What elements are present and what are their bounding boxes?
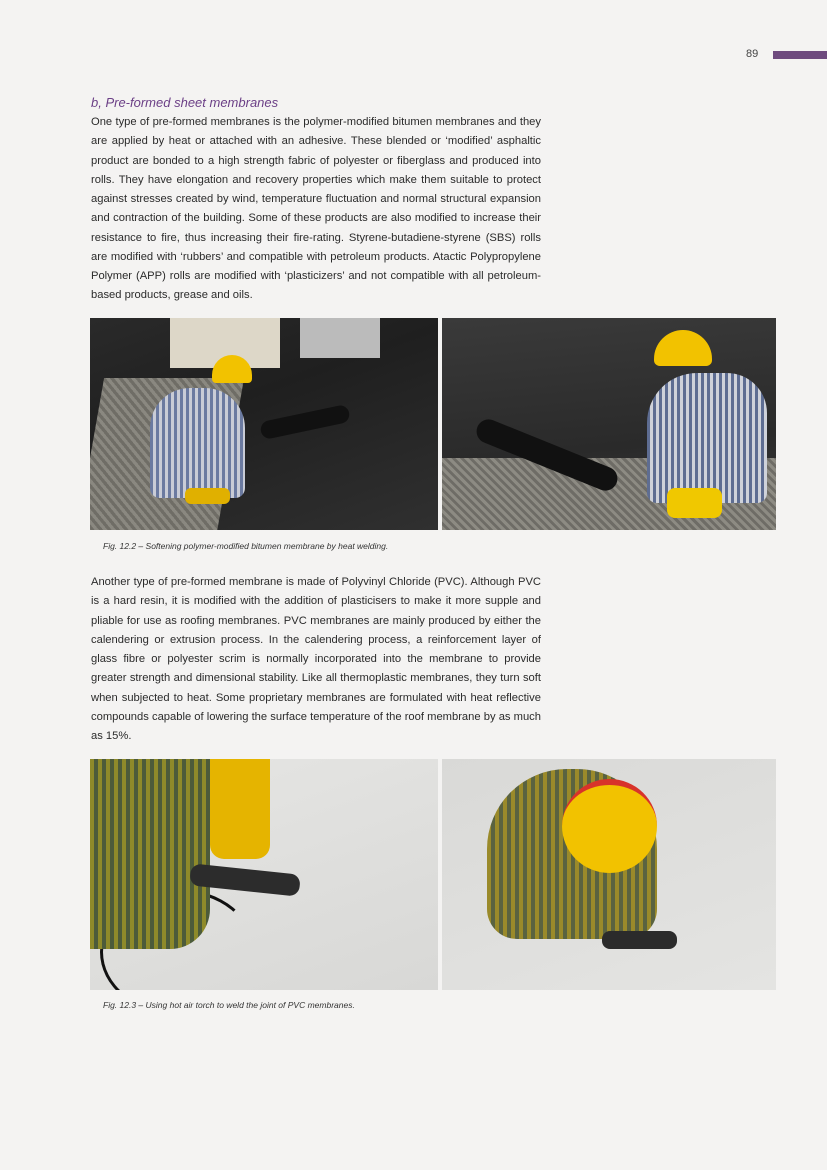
figure-caption-12-2: Fig. 12.2 – Softening polymer-modified bitumen membrane by heat welding. — [103, 541, 389, 551]
section-heading: b, Pre-formed sheet membranes — [91, 95, 279, 110]
paragraph-bitumen: One type of pre-formed membranes is the polymer-modified bitumen membranes and they are applied by heat or attached with an adhesive. These blended or ‘modified’ asphaltic product are bonded to a high strength fabric of polyester or fiberglass and produced into rolls. They have elongation and recovery properties which make them suitable to protect against stresses created by wind, temperature fluctuation and normal structural expansion and contraction of the building. Some of these products are also modified to increase their resistance to fire, thus increasing their fire-rating. Styrene-butadiene-styrene (SBS) rolls are modified with ‘rubbers’ and compatible with petroleum products. Atactic Polypropylene Polymer (APP) rolls are modified with ‘plasticizers’ and not compatible with all petroleum-based products, grease and oils. — [91, 116, 541, 302]
paragraph-pvc: Another type of pre-formed membrane is made of Polyvinyl Chloride (PVC). Although PVC is a hard resin, it is modified with the addition of plasticisers to make it more supple and pliable for use as roofing membranes. PVC membranes are mainly produced by either the calendering or extrusion process. In the calendering process, a reinforcement layer of glass fibre or polyester scrim is normally incorporated into the membrane to provide greater strength and dimensional stability. Like all thermoplastic membranes, they turn soft when subjected to heat. Some proprietary membranes are formulated with heat reflective compounds capable of lowering the surface temperature of the roof membrane by as much as 15%. — [91, 576, 541, 742]
page-accent-bar — [773, 51, 827, 59]
photo-heat-welding-2 — [442, 318, 776, 530]
page-number: 89 — [746, 48, 759, 60]
figure-caption-12-3: Fig. 12.3 – Using hot air torch to weld the joint of PVC membranes. — [103, 1000, 355, 1010]
photo-heat-welding-1 — [90, 318, 438, 530]
photo-pvc-welding-2 — [442, 759, 776, 990]
photo-pvc-welding-1 — [90, 759, 438, 990]
